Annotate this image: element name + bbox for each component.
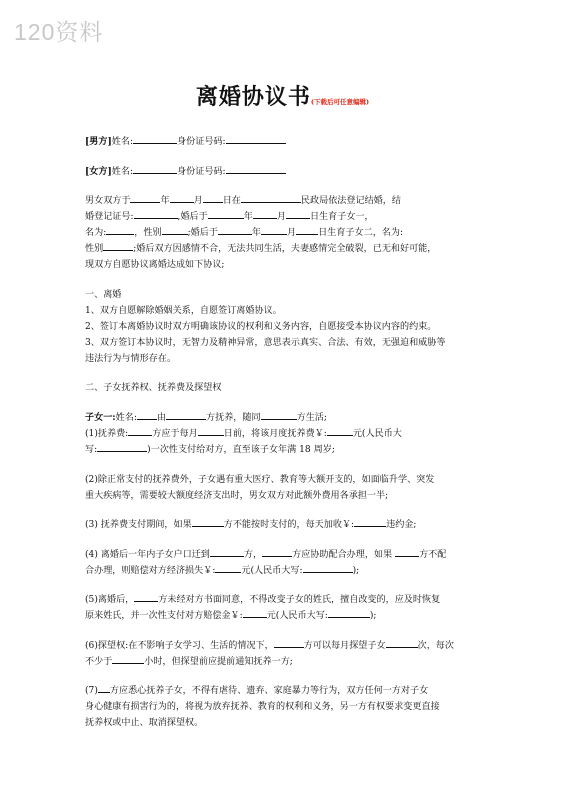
intro-line-4 [85,241,495,257]
clause-text: 次，每次 [417,641,454,651]
intro-text: 日在 [222,196,241,206]
intro-text: 年 [160,196,170,206]
intro-text: 民政局依法登记结婚，结 [300,196,401,206]
custody-party-blank[interactable] [166,410,206,420]
refuse-party-blank[interactable] [395,547,419,557]
child2-year-blank[interactable] [218,225,252,235]
intro-line-3 [85,225,495,241]
clause-text: 写: [85,445,98,455]
assist-party-blank[interactable] [262,547,292,557]
clause-2-line-2: 重大疾病等，需要较大额度经济支出时，男女双方对此额外费用各承担一半; [85,491,389,501]
party-b-line [85,164,495,180]
intro-text: 月 [193,196,203,206]
visit-times-blank[interactable] [386,638,418,648]
intro-text: 名为: [85,228,107,238]
child1-name-blank[interactable] [106,225,134,235]
bureau-blank[interactable] [241,193,301,203]
intro-line-2 [85,209,495,225]
party-b-name-blank[interactable] [133,164,177,174]
clause-text: 不少于 [85,657,113,667]
section1-item-3b: 违法行为与情形存在。 [85,354,176,364]
clause-text: 元(人民币大写: [266,611,328,621]
title-text: 离婚协议书 [195,84,311,110]
clause-text: ); [369,611,377,621]
party-a-id-blank[interactable] [226,134,286,144]
party-a-tag: [男方] [85,136,112,147]
clause-7-line-2: 身心健康有损害行为的，将视为放弃抚养、教育的权利和义务，另一方有权要求变更直接 [85,702,440,712]
clause-text: 原来姓氏，并一次性支付对方赔偿金￥: [85,611,243,621]
clause-text: )一次性支付给对方，直至该子女年满 [147,445,297,455]
child1-year-blank[interactable] [208,209,244,219]
section2-heading: 二、子女抚养权、抚养费及探望权 [85,383,222,393]
child1-name-blank[interactable] [137,410,157,420]
clause-5-line-2 [85,608,495,624]
penalty-amount-blank[interactable] [354,517,386,527]
clause-text: 方抚养，随同 [206,413,261,423]
clause-7-line-3: 抚养权或中止、取消探望权。 [85,718,204,728]
support-amount-blank[interactable] [327,426,353,436]
clause-6-line-2 [85,654,495,670]
clause-text: 方， [243,550,263,560]
party-b-tag: [女方] [85,166,112,177]
party-b-id-label: 身份证号码: [177,167,226,177]
intro-text: 婚登记证号: [85,212,134,222]
clause-1-line-2 [85,442,495,458]
marriage-year-blank[interactable] [130,193,160,203]
clause-text: 周岁; [313,445,335,455]
clause-text: (4) 离婚后一年内子女户口迁到 [85,550,210,560]
intro-text: 年 [251,228,262,238]
raising-party-blank[interactable] [98,683,110,693]
clause-text: 姓名: [115,413,137,423]
certificate-no-blank[interactable] [134,209,178,219]
child2-month-blank[interactable] [261,225,287,235]
clause-text: 小时，但探望前应提前通知抚养一方; [144,657,293,667]
intro-text: ,婚后于 [177,212,208,222]
clause-text: 由 [156,413,167,423]
living-party-blank[interactable] [261,410,297,420]
child1-tag: 子女一: [85,412,116,423]
pay-day-blank[interactable] [198,426,224,436]
marriage-day-blank[interactable] [203,193,223,203]
title-note: (下载后可任意编辑) [310,98,370,106]
late-party-blank[interactable] [192,517,224,527]
clause-text: 元(人民币大 [352,429,402,439]
intro-line-5: 现双方自愿协议离婚达成如下协议; [85,260,225,270]
clause-text: (7) [85,686,98,696]
child2-gender-blank[interactable] [103,241,133,251]
clause-text: 方不配 [419,550,447,560]
compensation-words-blank[interactable] [328,608,370,618]
section1-heading: 一、离婚 [85,290,122,300]
clause-text: 方可以每月探望子女 [303,641,386,651]
clause-text: 元(人民币大写: [241,566,303,576]
clause-text: ); [352,566,360,576]
section1-item-2: 2、签订本离婚协议时双方明确该协议的权利和义务内容，自愿接受本协议内容的约束。 [85,322,437,332]
watermark: 120资料 [14,19,104,45]
intro-text: ;婚后于 [187,228,218,238]
clause-text: 方应于每月 [152,429,198,439]
intro-text: ，性别 [134,228,162,238]
clause-text: 方不能按时支付的，每天加收￥: [223,520,355,530]
intro-text: 性别 [85,244,104,254]
clause-text: (5)离婚后， [85,595,135,605]
intro-text: 男女双方于 [85,196,131,206]
visit-party-blank[interactable] [274,638,304,648]
party-b-id-blank[interactable] [226,164,286,174]
clause-4-line-1 [85,547,495,563]
intro-text: 日生育子女一， [309,212,374,222]
child1-month-blank[interactable] [253,209,277,219]
clause-text: 18 [299,445,311,455]
loss-amount-blank[interactable] [215,563,241,573]
section1-item-1: 1、双方自愿解除婚姻关系，自愿签订离婚协议。 [85,306,282,316]
clause-text: (6)探望权:在不影响子女学习、生活的情况下， [85,641,274,651]
hukou-party-blank[interactable] [210,547,244,557]
intro-text: 年 [243,212,253,222]
child1-line [85,410,495,426]
intro-text: ;婚后双方因感情不合，无法共同生活，夫妻感情完全破裂，已无和好可能， [133,244,437,254]
compensation-amount-blank[interactable] [243,608,267,618]
clause-7-line-1 [85,683,495,699]
child1-day-blank[interactable] [286,209,310,219]
intro-text: 月 [287,228,297,238]
loss-amount-words-blank[interactable] [303,563,353,573]
clause-4-line-2 [85,563,495,579]
intro-line-1 [85,193,495,209]
party-b-name-label: 姓名: [111,167,134,177]
section1-item-3a: 3、双方签订本协议时，无智力及精神异常，意思表示真实、合法、有效，无强迫和威胁等 [85,338,446,348]
clause-6-line-1 [85,638,495,654]
surname-party-blank[interactable] [134,592,158,602]
clause-text: (1)抚养费: [85,429,129,439]
support-amount-words-blank[interactable] [97,442,147,452]
visit-hours-blank[interactable] [112,654,144,664]
clause-2-line-1: (2)除正常支付的抚养费外，子女遇有重大医疗、教育等大额开支的，如面临升学、突发 [85,475,435,485]
party-a-id-label: 身份证号码: [177,137,226,147]
clause-text: (3) 抚养费支付期间，如果 [85,520,192,530]
party-a-line [85,134,495,150]
intro-text: 月 [276,212,286,222]
clause-text: 方应协助配合办理，如果 [292,550,393,560]
clause-3-line [85,517,495,533]
child2-day-blank[interactable] [296,225,318,235]
clause-5-line-1 [85,592,495,608]
child1-gender-blank[interactable] [162,225,188,235]
clause-text: 违约金; [386,520,417,530]
marriage-month-blank[interactable] [170,193,194,203]
document-title [0,80,565,111]
clause-1-line-1 [85,426,495,442]
clause-text: 日前，将该月度抚养费￥: [223,429,327,439]
party-a-name-label: 姓名: [111,137,134,147]
clause-text: 方未经对方书面同意，不得改变子女的姓氏，擅自改变的，应及时恢复 [158,595,441,605]
clause-text: 合办理，则赔偿对方经济损失￥: [85,566,216,576]
party-a-name-blank[interactable] [133,134,177,144]
clause-text: 方应悉心抚养子女，不得有虐待、遗弃、家庭暴力等行为，双方任何一方对子女 [109,686,429,696]
payer-blank[interactable] [128,426,152,436]
clause-text: 方生活; [296,413,327,423]
intro-text: 日生育子女二，名为: [318,228,404,238]
